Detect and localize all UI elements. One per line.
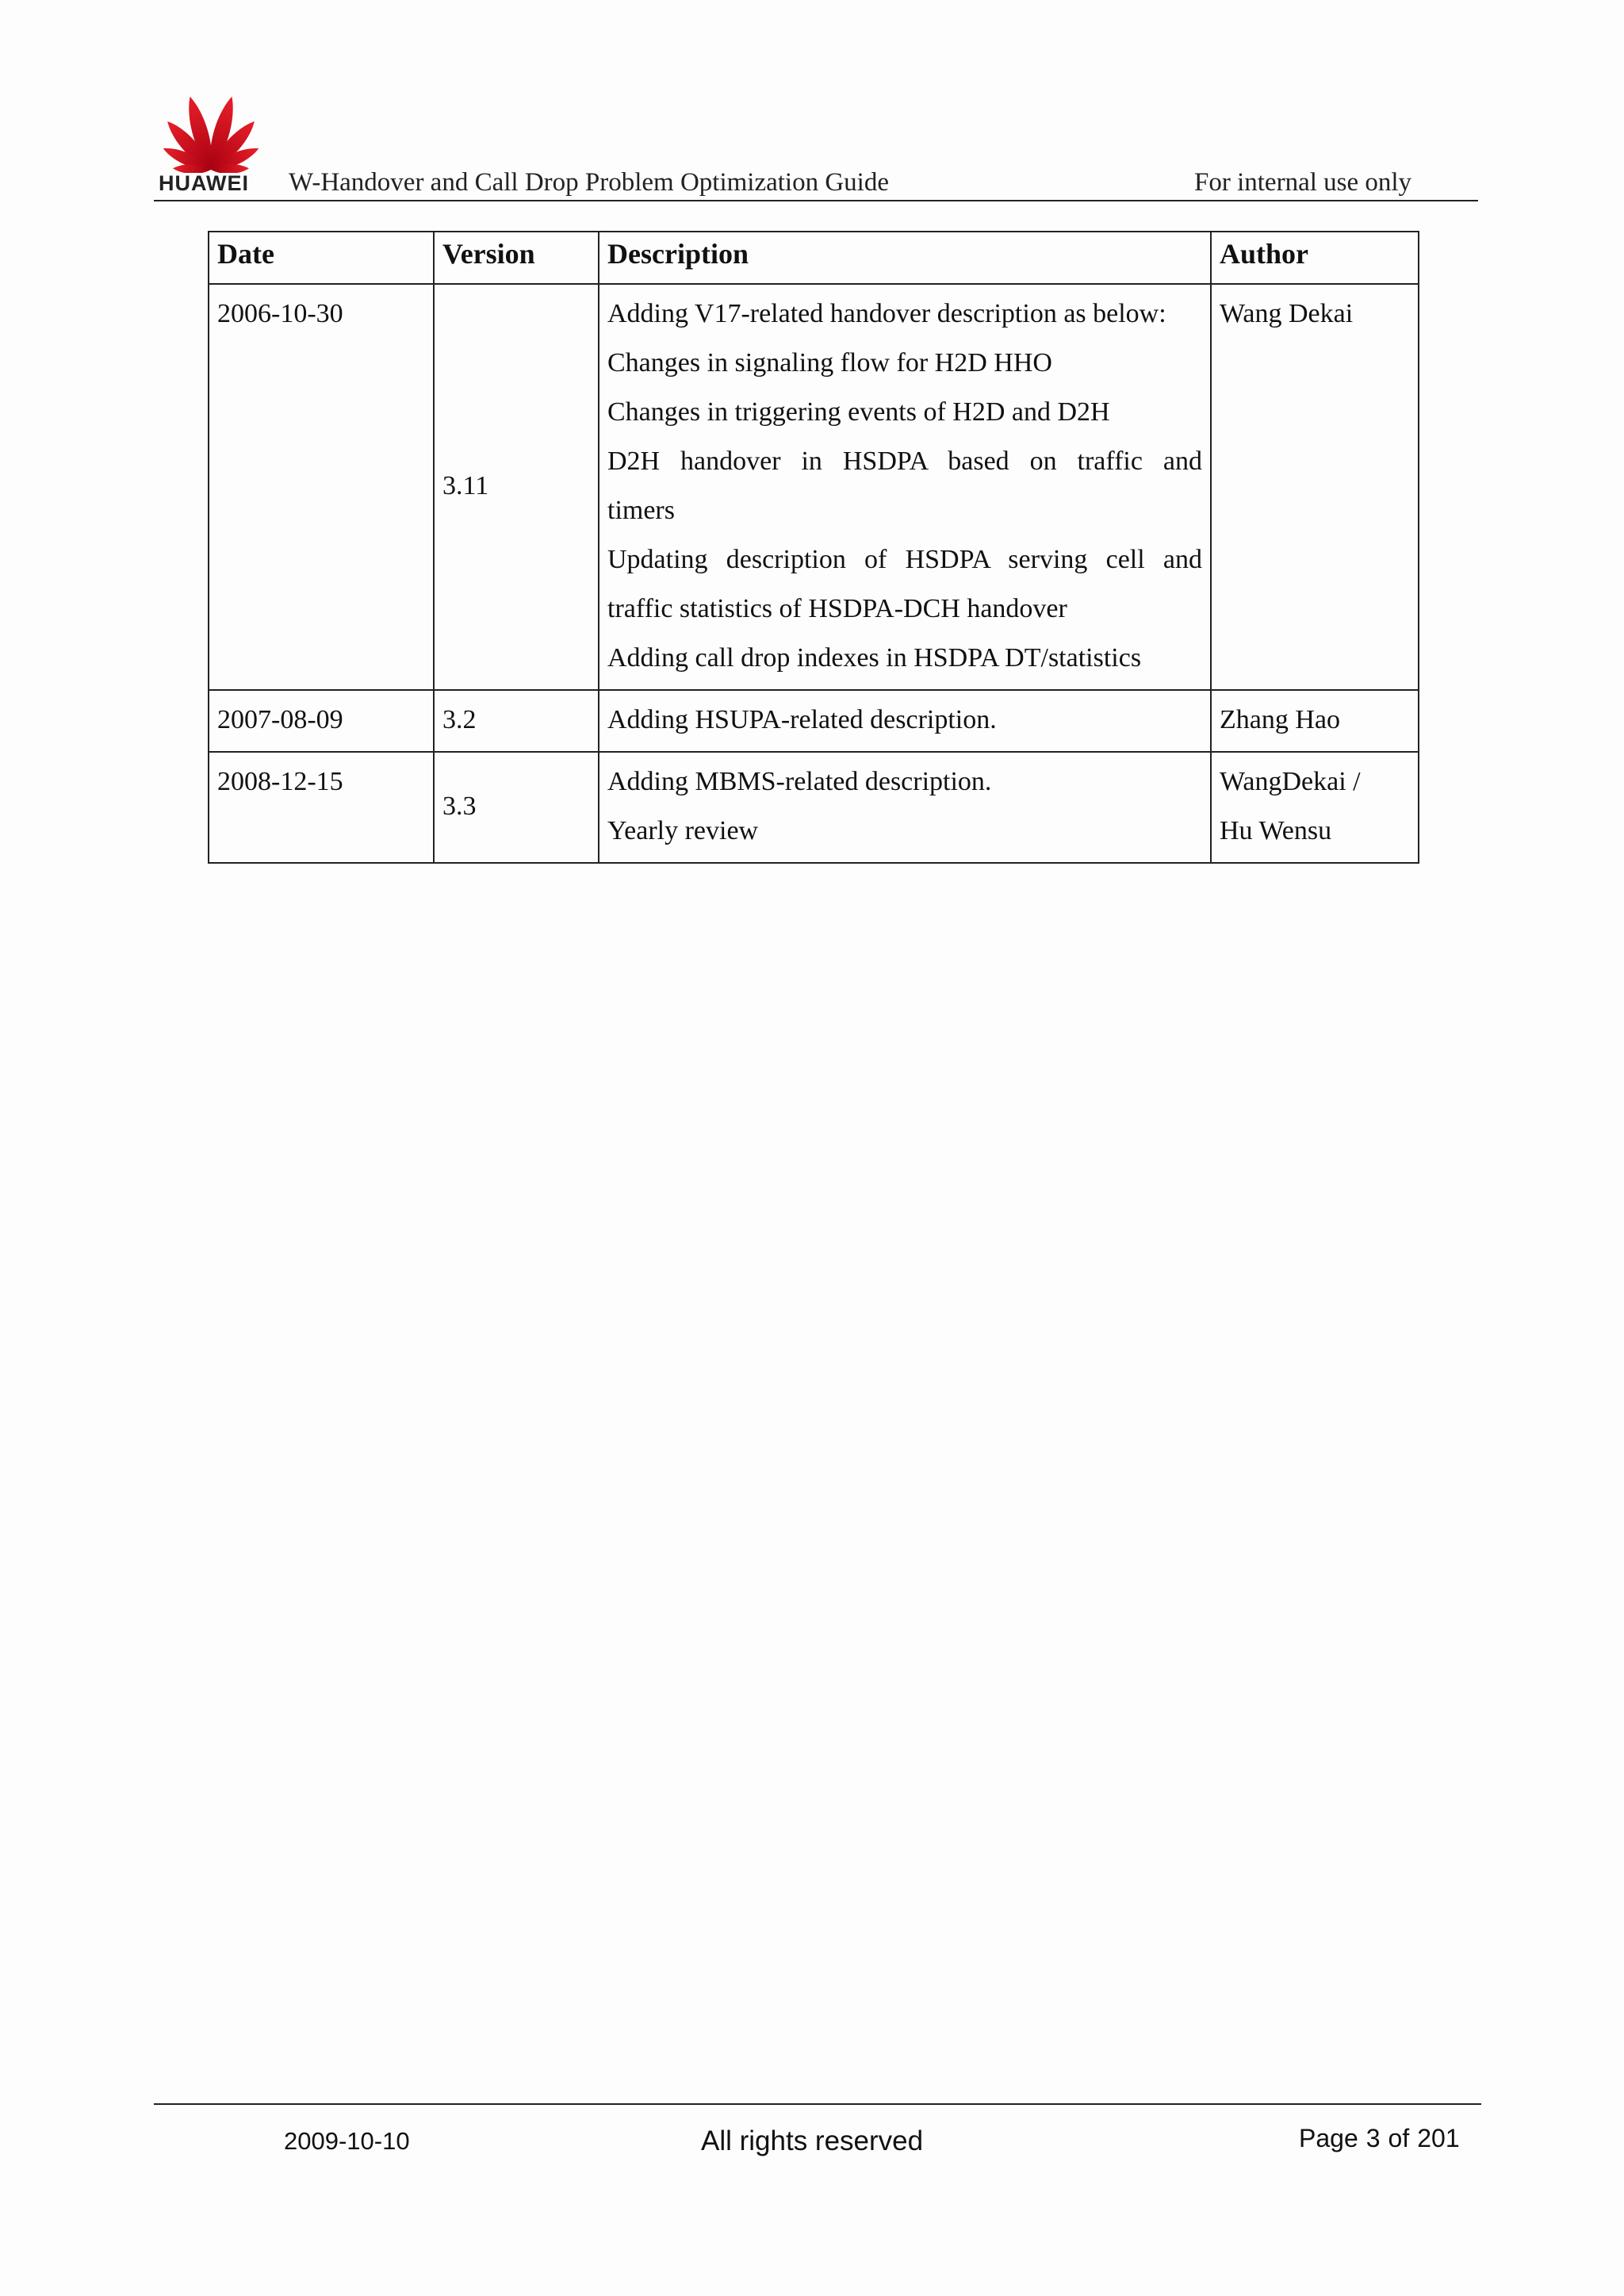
classification-label: For internal use only [1194,168,1412,197]
of-word: of [1388,2124,1410,2152]
description-line: Adding call drop indexes in HSDPA DT/statistics [607,643,1142,673]
description-line: Updating description of HSDPA serving cell and [607,545,1202,574]
column-header-version: Version [434,232,599,284]
page-word: Page [1299,2124,1358,2152]
revision-history-table [208,231,1419,864]
author-line: Zhang Hao [1220,705,1341,734]
footer-divider [154,2103,1481,2105]
description-line: Adding V17-related handover description as below: [607,299,1166,328]
author-cell [1211,284,1419,690]
version-cell: 3.11 [434,284,599,690]
author-cell [1211,690,1419,752]
description-line: Changes in triggering events of H2D and D2H [607,397,1110,427]
date-cell: 2006-10-30 [209,284,434,690]
description-cell [599,752,1211,863]
description-line: Yearly review [607,816,759,845]
total-pages: 201 [1417,2124,1460,2152]
column-header-date: Date [209,232,434,284]
column-header-description: Description [599,232,1211,284]
page-number: 3 [1365,2124,1381,2152]
description-line: Adding HSUPA-related description. [607,705,997,734]
footer-rights: All rights reserved [701,2125,924,2156]
author-line: Hu Wensu [1220,816,1332,845]
footer-date: 2009-10-10 [284,2127,410,2155]
author-line: Wang Dekai [1220,299,1354,328]
table-row [209,752,1419,863]
table-row [209,284,1419,690]
table-header-row [209,232,1419,284]
document-title: W-Handover and Call Drop Problem Optimization Guide [289,168,890,197]
author-cell [1211,752,1419,863]
date-cell: 2007-08-09 [209,690,434,752]
author-line: WangDekai / [1220,767,1361,796]
table-row [209,690,1419,752]
description-line: D2H handover in HSDPA based on traffic and [607,447,1202,476]
column-header-author: Author [1211,232,1419,284]
version-cell: 3.3 [434,752,599,863]
date-cell: 2008-12-15 [209,752,434,863]
description-line: timers [607,496,675,525]
version-cell: 3.2 [434,690,599,752]
logo-wordmark: HUAWEI [159,171,249,195]
description-line: Adding MBMS-related description. [607,767,992,796]
page-indicator [1299,2124,1468,2153]
description-line: Changes in signaling flow for H2D HHO [607,348,1052,378]
description-line: traffic statistics of HSDPA-DCH handover [607,594,1067,623]
description-cell [599,284,1211,690]
description-cell [599,690,1211,752]
header-divider [154,200,1478,201]
